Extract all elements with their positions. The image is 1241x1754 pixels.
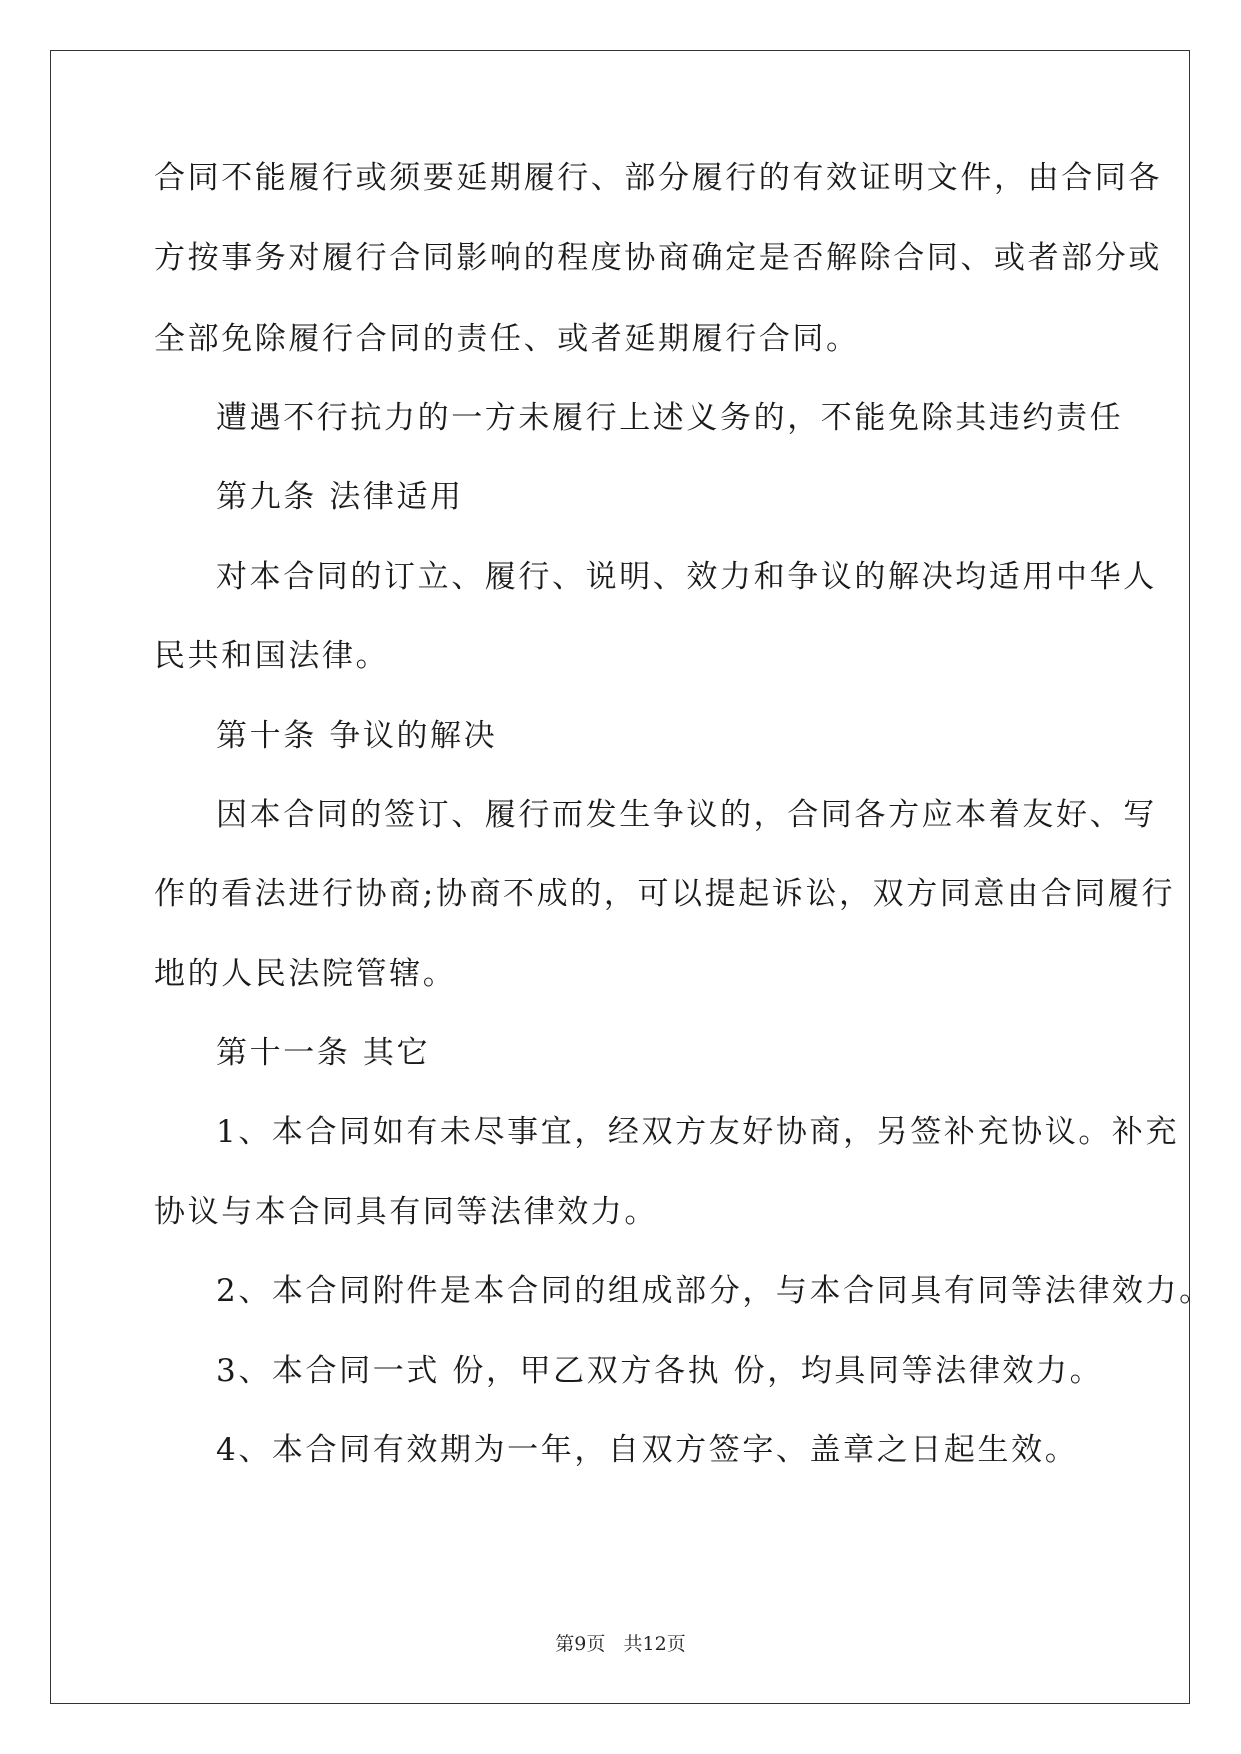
section-heading-10: 第十条 争议的解决 bbox=[216, 718, 498, 754]
list-item-3: 3、本合同一式 份，甲乙双方各执 份，均具同等法律效力。 bbox=[216, 1353, 1104, 1389]
paragraph-first-line: 遭遇不行抗力的一方未履行上述义务的，不能免除其违约责任 bbox=[216, 400, 1124, 436]
paragraph-first-line: 对本合同的订立、履行、说明、效力和争议的解决均适用中华人 bbox=[216, 559, 1157, 595]
list-item-2: 2、本合同附件是本合同的组成部分，与本合同具有同等法律效力。 bbox=[216, 1273, 1213, 1309]
section-heading-11: 第十一条 其它 bbox=[216, 1035, 431, 1071]
list-item-1: 1、本合同如有未尽事宜，经双方友好协商，另签补充协议。补充 bbox=[216, 1114, 1180, 1150]
text-line: 方按事务对履行合同影响的程度协商确定是否解除合同、或者部分或 bbox=[154, 240, 1162, 276]
page-footer bbox=[0, 1632, 1241, 1656]
text-line: 民共和国法律。 bbox=[154, 638, 390, 674]
text-line: 作的看法进行协商;协商不成的，可以提起诉讼，双方同意由合同履行 bbox=[154, 876, 1176, 912]
text-line: 协议与本合同具有同等法律效力。 bbox=[154, 1194, 658, 1230]
paragraph-first-line: 因本合同的签订、履行而发生争议的，合同各方应本着友好、写 bbox=[216, 797, 1157, 833]
text-line: 地的人民法院管辖。 bbox=[154, 956, 457, 992]
text-line: 全部免除履行合同的责任、或者延期履行合同。 bbox=[154, 321, 860, 357]
page-number: 第9页 bbox=[555, 1633, 606, 1655]
text-line: 合同不能履行或须要延期履行、部分履行的有效证明文件，由合同各 bbox=[154, 160, 1162, 196]
list-item-4: 4、本合同有效期为一年，自双方签字、盖章之日起生效。 bbox=[216, 1432, 1079, 1468]
section-heading-9: 第九条 法律适用 bbox=[216, 479, 464, 515]
page-total: 共12页 bbox=[623, 1633, 686, 1655]
